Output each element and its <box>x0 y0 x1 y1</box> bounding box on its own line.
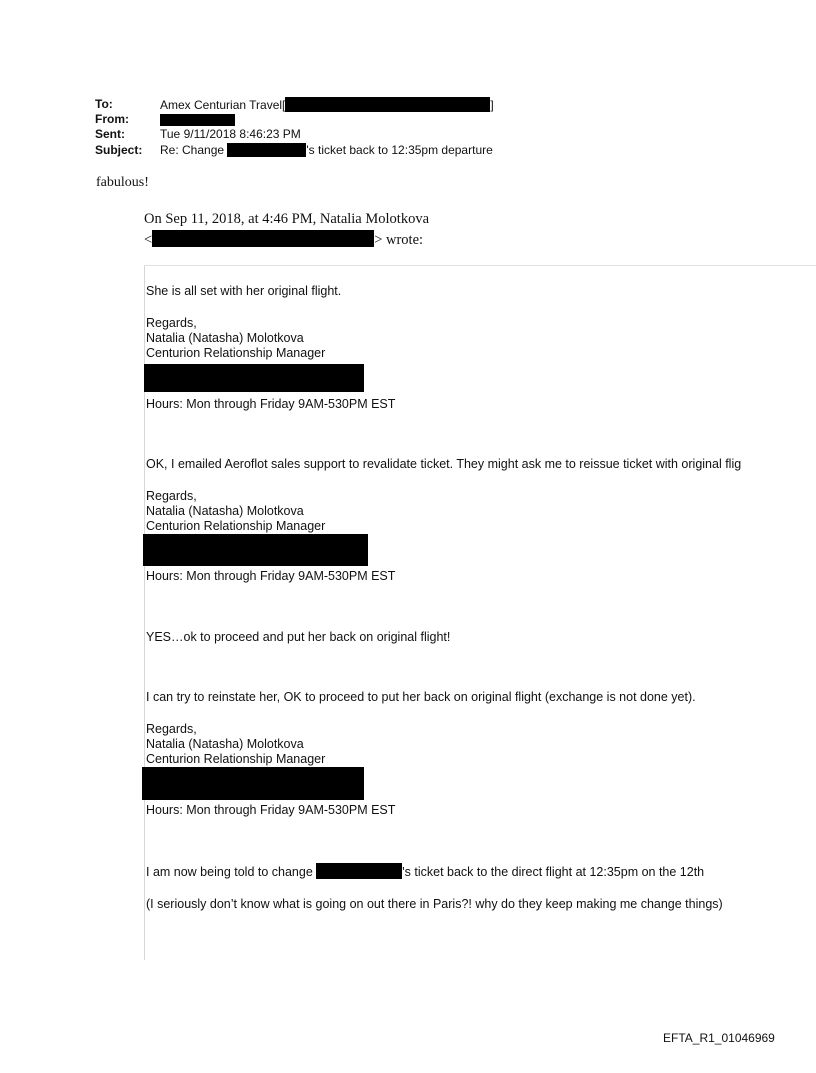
sig1-title: Centurion Relationship Manager <box>146 346 326 360</box>
sig2-hours: Hours: Mon through Friday 9AM-530PM EST <box>146 569 396 583</box>
sig1-hours: Hours: Mon through Friday 9AM-530PM EST <box>146 397 396 411</box>
quote-intro-line2 <box>144 230 423 249</box>
sent-value: Tue 9/11/2018 8:46:23 PM <box>160 127 301 141</box>
subject-label: Subject: <box>95 143 143 157</box>
sig3-name: Natalia (Natasha) Molotkova <box>146 737 304 751</box>
sig3-hours: Hours: Mon through Friday 9AM-530PM EST <box>146 803 396 817</box>
reply-text: fabulous! <box>96 175 149 190</box>
quote-intro-line1: On Sep 11, 2018, at 4:46 PM, Natalia Molotkova <box>144 211 430 227</box>
to-close: ] <box>490 98 494 112</box>
subject-value <box>160 143 493 157</box>
sig1-name: Natalia (Natasha) Molotkova <box>146 331 304 345</box>
to-recipient: Amex Centurian Travel[ <box>160 98 286 112</box>
name-redaction <box>316 863 402 879</box>
to-value <box>160 97 494 112</box>
sig3-regards: Regards, <box>146 722 197 736</box>
sig2-name: Natalia (Natasha) Molotkova <box>146 504 304 518</box>
subject-redaction <box>227 143 306 157</box>
message-5-prefix: I am now being told to change <box>146 865 313 879</box>
from-label: From: <box>95 112 129 126</box>
to-label: To: <box>95 97 113 111</box>
sig2-regards: Regards, <box>146 489 197 503</box>
sig3-redaction <box>142 767 364 800</box>
sig1-regards: Regards, <box>146 316 197 330</box>
message-4-text: I can try to reinstate her, OK to proceed to put her back on original flight (exchange is not done yet). <box>146 690 696 704</box>
sig2-redaction <box>143 534 368 566</box>
message-3-text: YES…ok to proceed and put her back on original flight! <box>146 630 451 644</box>
message-5-line2: (I seriously don’t know what is going on out there in Paris?! why do they keep making me change things) <box>146 897 723 911</box>
subject-suffix: 's ticket back to 12:35pm departure <box>306 143 493 157</box>
subject-prefix: Re: Change <box>160 143 225 157</box>
from-redaction <box>160 114 235 126</box>
message-1-text: She is all set with her original flight. <box>146 284 342 298</box>
redaction-bar <box>285 97 490 112</box>
sig2-title: Centurion Relationship Manager <box>146 519 326 533</box>
message-5-line1 <box>146 863 704 879</box>
wrote-text: > wrote: <box>374 232 424 248</box>
sig3-title: Centurion Relationship Manager <box>146 752 326 766</box>
sig1-redaction <box>144 364 364 392</box>
message-5-suffix: 's ticket back to the direct flight at 12:35pm on the 12th <box>402 865 705 879</box>
message-2-text: OK, I emailed Aeroflot sales support to revalidate ticket. They might ask me to reissue ticket with original flig <box>146 457 742 471</box>
email-redaction <box>152 230 374 247</box>
document-id: EFTA_R1_01046969 <box>663 1031 775 1045</box>
sent-label: Sent: <box>95 127 125 141</box>
quote-top-divider <box>144 265 816 266</box>
quote-open-bracket: < <box>144 232 153 248</box>
